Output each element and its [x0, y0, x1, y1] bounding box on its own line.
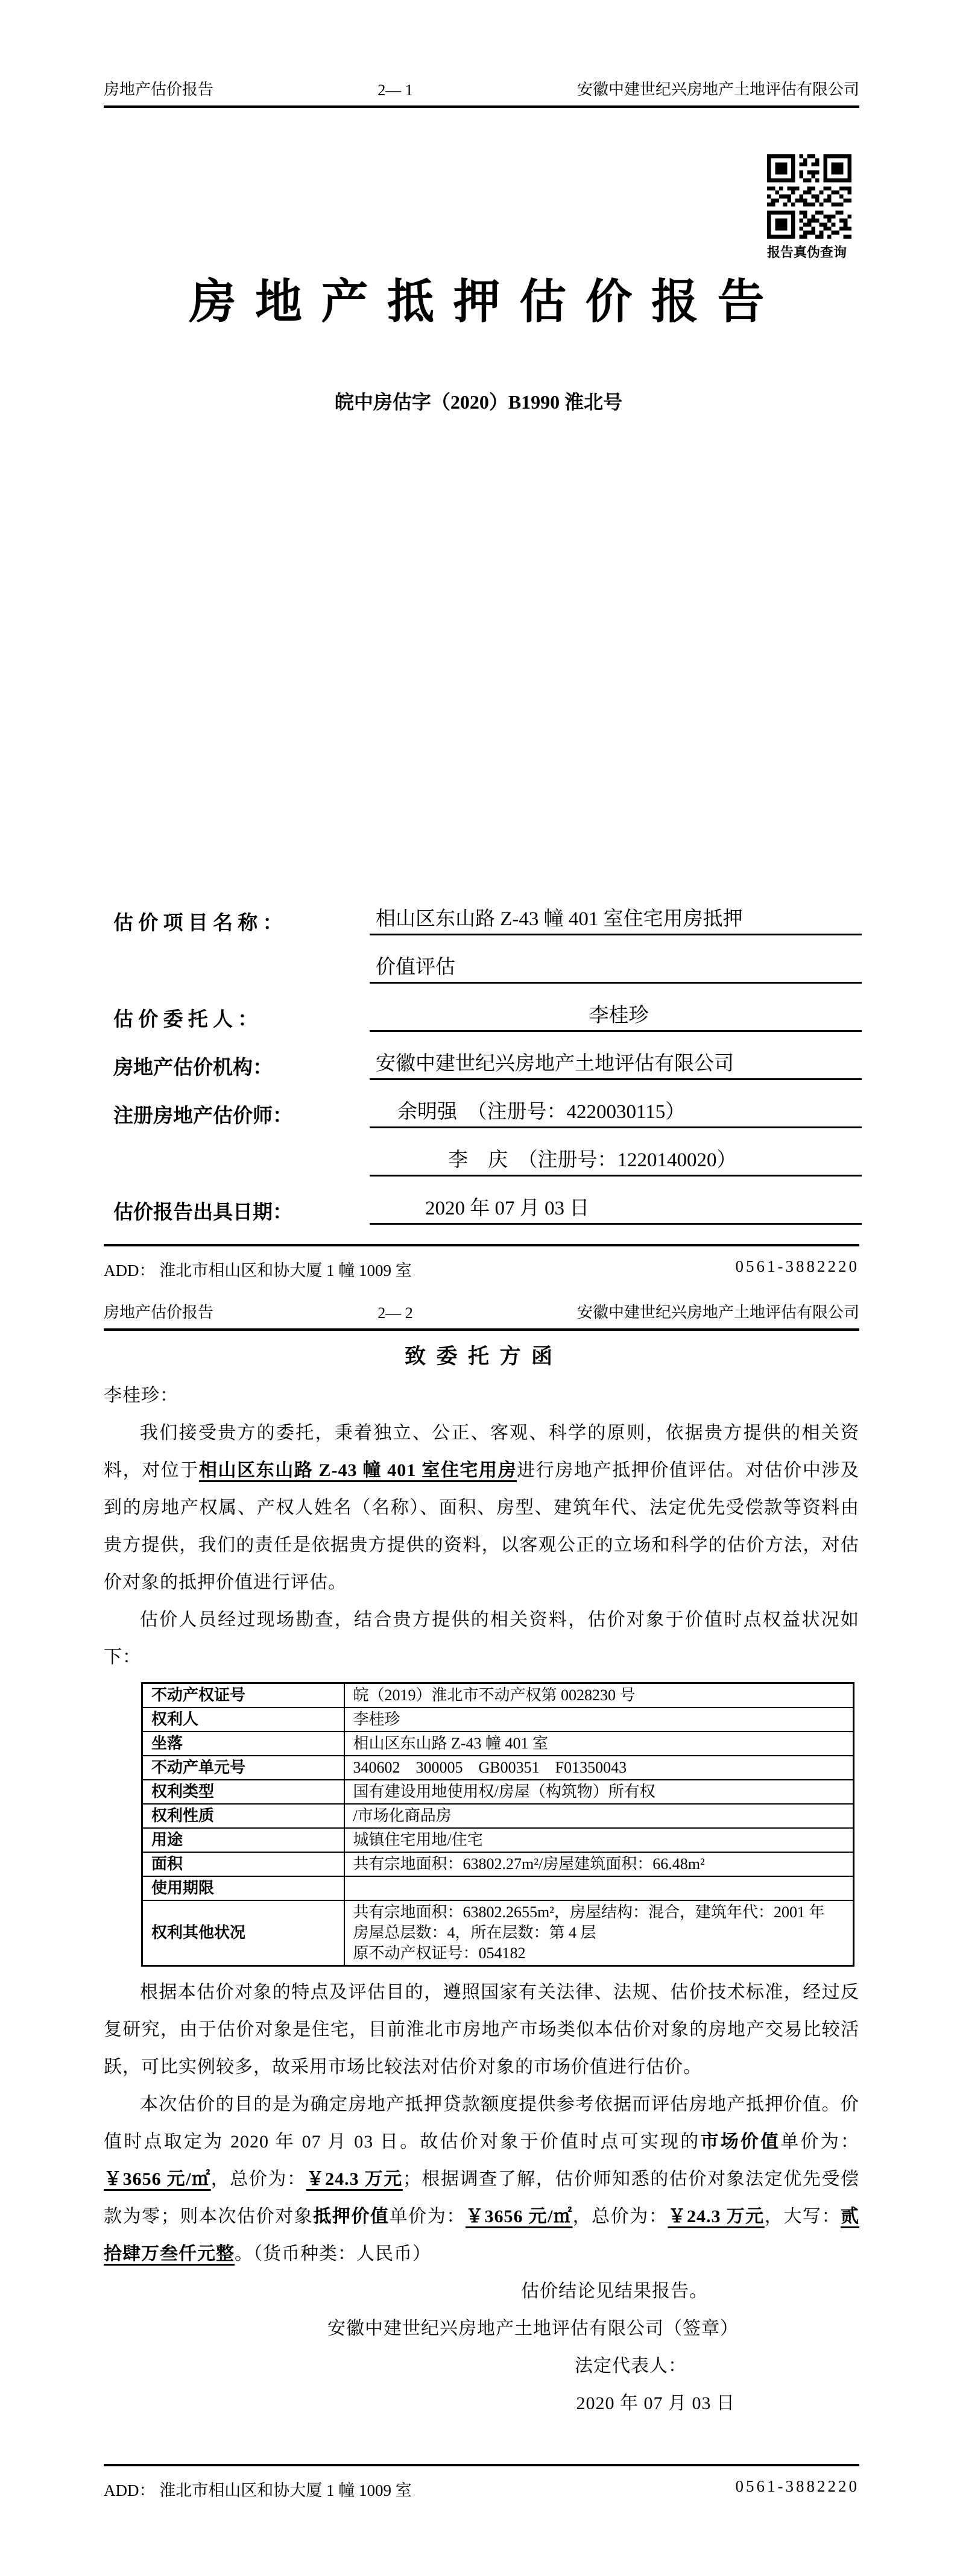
cover-field-list [113, 887, 862, 1225]
row-value: 城镇住宅用地/住宅 [344, 1828, 854, 1852]
para1-subject-property: 相山区东山路 Z-43 幢 401 室住宅用房 [198, 1460, 517, 1480]
footer-phone: 0561-3882220 [735, 1257, 859, 1275]
table-row [142, 1900, 854, 1966]
property-rights-table [141, 1682, 854, 1967]
footer-address: ADD： 淮北市相山区和协大厦 1 幢 1009 室 [104, 2481, 412, 2499]
other-status-line2: 房屋总层数：4，所在层数：第 4 层 [353, 1924, 596, 1941]
qr-code-icon [767, 154, 851, 239]
legal-representative: 法定代表人： [575, 2356, 687, 2376]
field-value: 价值评估 [370, 951, 862, 984]
table-row [142, 1707, 854, 1732]
page2-footer [104, 2464, 859, 2501]
row-label: 不动产单元号 [142, 1756, 344, 1780]
other-status-line3: 原不动产权证号：054182 [353, 1944, 526, 1962]
para4-text: ，大写： [764, 2207, 841, 2226]
letter-body [104, 1377, 859, 2422]
field-label: 估价报告出具日期： [113, 1202, 292, 1224]
para4-text: 。（货币种类：人民币） [235, 2244, 431, 2264]
field-value: 李 庆 （注册号：1220140020） [370, 1144, 862, 1176]
header-page-number: 2— 1 [377, 81, 413, 99]
para4-text: 单价为： [389, 2207, 466, 2226]
field-appraiser-1 [113, 1080, 862, 1128]
table-row [142, 1683, 854, 1708]
letter-title: 致 委 托 方 函 [404, 1345, 552, 1368]
para4-text: ，总价为： [210, 2169, 306, 2189]
table-row [142, 1828, 854, 1852]
row-label: 权利其他状况 [142, 1900, 344, 1966]
field-agency [113, 1032, 862, 1080]
row-label: 权利性质 [142, 1804, 344, 1828]
row-label: 不动产权证号 [142, 1683, 344, 1708]
row-value: 340602 300005 GB00351 F01350043 [344, 1756, 854, 1780]
field-project-name-cont [113, 935, 862, 984]
table-row [142, 1756, 854, 1780]
row-label: 权利人 [142, 1707, 344, 1732]
report-title: 房 地 产 抵 押 估 价 报 告 [189, 275, 768, 328]
row-value: 李桂珍 [344, 1707, 854, 1732]
footer-phone: 0561-3882220 [735, 2477, 859, 2495]
mortgage-total-price: ￥24.3 万元 [668, 2207, 765, 2226]
field-value: 安徽中建世纪兴房地产土地评估有限公司 [370, 1048, 862, 1080]
para4-text: 本次估价的目的是为确定房地产抵押贷款额度提供参考依据而评估房地产抵押价值。价值时点取定为 2020 年 07 月 03 日。故估价对象于价值时点可实现的 [104, 2094, 859, 2152]
paragraph-1 [104, 1415, 859, 1601]
page2-running-header [104, 1300, 859, 1331]
field-project-name [113, 887, 862, 935]
market-unit-price: ￥3656 元/㎡ [104, 2169, 211, 2189]
row-value: 共有宗地面积：63802.27m²/房屋建筑面积：66.48m² [344, 1852, 854, 1876]
page1-running-header [104, 77, 859, 108]
table-row [142, 1852, 854, 1876]
table-row [142, 1804, 854, 1828]
para4-text: ；根据调查了解，估价师知悉的估价对象法定优先受偿款为零；则本次估价对象 [104, 2169, 860, 2226]
row-value: 相山区东山路 Z-43 幢 401 室 [344, 1732, 854, 1756]
row-label: 使用期限 [142, 1876, 344, 1900]
signature-date: 2020 年 07 月 03 日 [576, 2393, 735, 2413]
row-value [344, 1900, 854, 1966]
market-value-term: 市场价值 [700, 2132, 781, 2152]
page-2 [0, 1288, 957, 2576]
field-value: 李桂珍 [370, 999, 862, 1032]
amount-in-words: 贰拾肆万叁仟元整 [104, 2207, 860, 2264]
field-label: 估 价 项 目 名 称 ： [113, 913, 283, 934]
paragraph-2: 估价人员经过现场勘查，结合贵方提供的相关资料，估价对象于价值时点权益状况如下： [104, 1610, 859, 1667]
report-doc-number: 皖中房估字（2020）B1990 淮北号 [334, 391, 623, 413]
header-doc-type: 房地产估价报告 [104, 81, 214, 98]
row-label: 面积 [142, 1852, 344, 1876]
header-company-name: 安徽中建世纪兴房地产土地评估有限公司 [576, 1304, 859, 1321]
field-value: 相山区东山路 Z-43 幢 401 室住宅用房抵押 [370, 903, 862, 935]
salutation: 李桂珍： [104, 1386, 178, 1406]
para4-text: ，总价为： [572, 2207, 668, 2226]
row-value: 国有建设用地使用权/房屋（构筑物）所有权 [344, 1780, 854, 1804]
field-value: 2020 年 07 月 03 日 [370, 1192, 862, 1225]
page1-footer [104, 1244, 859, 1281]
table-row [142, 1732, 854, 1756]
field-label: 房地产估价机构： [113, 1057, 273, 1079]
para1-post: 进行房地产抵押价值评估。对估价中涉及到的房地产权属、产权人姓名（名称）、面积、房型、建筑年代、法定优先受偿款等资料由贵方提供，我们的责任是依据贵方提供的资料，以客观公正的立场和科学的估价方法，对估价对象的抵押价值进行评估。 [104, 1460, 860, 1592]
table-row [142, 1780, 854, 1804]
field-label: 估 价 委 托 人 ： [113, 1009, 258, 1031]
row-label: 坐落 [142, 1732, 344, 1756]
field-value: 余明强 （注册号：4220030115） [370, 1096, 862, 1128]
mortgage-value-term: 抵押价值 [313, 2207, 390, 2226]
row-value: /市场化商品房 [344, 1804, 854, 1828]
row-label: 用途 [142, 1828, 344, 1852]
paragraph-3: 根据本估价对象的特点及评估目的，遵照国家有关法律、法规、估价技术标准，经过反复研究，由于估价对象是住宅，目前淮北市房地产市场类似本估价对象的房地产交易比较活跃，可比实例较多，故采用市场比较法对估价对象的市场价值进行估价。 [104, 1982, 859, 2077]
paragraph-4 [104, 2086, 859, 2273]
other-status-line1: 共有宗地面积：63802.2655m²，房屋结构：混合，建筑年代：2001 年 [353, 1903, 825, 1921]
field-report-date [113, 1176, 862, 1225]
table-row [142, 1876, 854, 1900]
header-page-number: 2— 2 [377, 1304, 413, 1322]
field-appraiser-2 [113, 1128, 862, 1176]
company-signature: 安徽中建世纪兴房地产土地评估有限公司（签章） [327, 2319, 739, 2339]
header-doc-type: 房地产估价报告 [104, 1304, 214, 1321]
para1-pre: 我们接受贵方的委托，秉着独立、公正、客观、科学的原则，依据贵方提供的相关资料，对位于 [104, 1423, 859, 1480]
row-value [344, 1876, 854, 1900]
qr-verification-block [767, 154, 859, 261]
field-label: 注册房地产估价师： [113, 1105, 292, 1127]
row-value: 皖（2019）淮北市不动产权第 0028230 号 [344, 1683, 854, 1708]
conclusion-note: 估价结论见结果报告。 [521, 2281, 708, 2301]
market-total-price: ￥24.3 万元 [306, 2169, 403, 2189]
field-client [113, 984, 862, 1032]
header-company-name: 安徽中建世纪兴房地产土地评估有限公司 [576, 81, 859, 98]
footer-address: ADD： 淮北市相山区和协大厦 1 幢 1009 室 [104, 1261, 412, 1280]
para4-text: 单价为： [780, 2132, 860, 2152]
qr-label: 报告真伪查询 [767, 245, 847, 260]
mortgage-unit-price: ￥3656 元/㎡ [465, 2207, 573, 2226]
row-label: 权利类型 [142, 1780, 344, 1804]
